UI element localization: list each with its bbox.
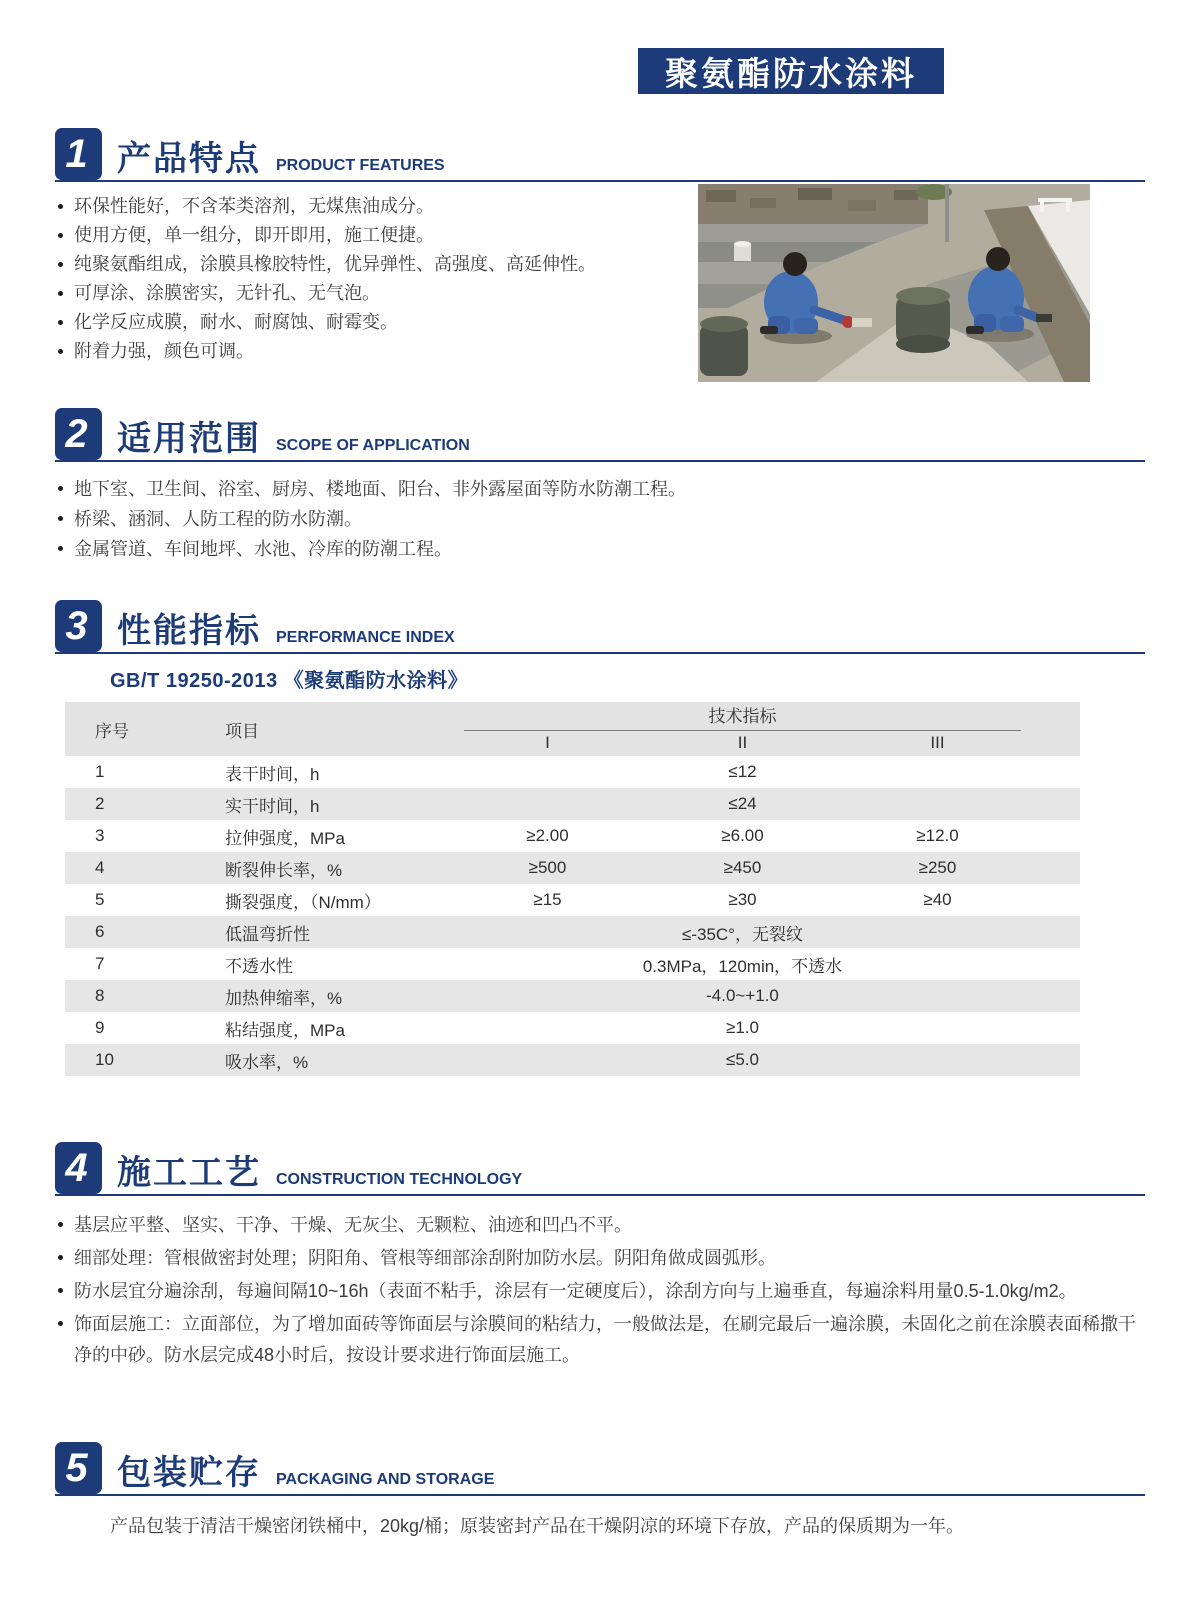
table-row: [65, 884, 1080, 916]
row-item: 不透水性: [225, 956, 293, 976]
tech-col-label: III: [930, 732, 945, 752]
section-performance: [55, 596, 1145, 1076]
section-title-en: PRODUCT FEATURES: [276, 157, 445, 174]
table-row: [65, 852, 1080, 884]
row-values: [450, 826, 1035, 846]
row-no: 9: [95, 1018, 105, 1037]
row-item: 粘结强度，MPa: [225, 1020, 345, 1040]
row-item: 断裂伸长率，%: [225, 860, 343, 880]
construction-bullet: 防水层宜分遍涂刮，每遍间隔10~16h（表面不粘手，涂层有一定硬度后），涂刮方向与上遍垂直，每遍涂料用量0.5-1.0kg/m2。: [55, 1276, 1145, 1307]
section-title-en: PACKAGING AND STORAGE: [276, 1471, 495, 1488]
row-no: 7: [95, 954, 105, 973]
row-item: 低温弯折性: [225, 924, 310, 944]
tech-col-label: II: [737, 732, 748, 752]
table-row: [65, 916, 1080, 948]
feature-bullet: 化学反应成膜，耐水、耐腐蚀、耐霉变。: [55, 308, 680, 337]
section-title-cn: 包装贮存: [117, 1454, 261, 1492]
table-col-tech: 技术指标: [708, 706, 777, 726]
section-header: [55, 1138, 1145, 1196]
table-col-tech-group: [450, 702, 1035, 756]
tech-subcolumns: [450, 731, 1035, 755]
row-value: ≥6.00: [721, 826, 764, 845]
section-header: [55, 596, 1145, 654]
scope-bullet-list: [55, 474, 1145, 564]
row-value: ≥40: [923, 890, 952, 909]
table-row: [65, 756, 1080, 788]
tech-col-label: I: [545, 732, 550, 752]
section-number-badge: 5: [55, 1442, 102, 1494]
row-item: 拉伸强度，MPa: [225, 828, 345, 848]
section-construction: [55, 1138, 1145, 1373]
row-values: [450, 890, 1035, 910]
row-no: 8: [95, 986, 105, 1005]
row-no: 1: [95, 762, 105, 781]
scope-bullet: 金属管道、车间地坪、水池、冷库的防潮工程。: [55, 534, 1145, 564]
table-row: [65, 788, 1080, 820]
row-value: ≥15: [533, 890, 562, 909]
row-value: ≥450: [723, 858, 762, 877]
row-no: 4: [95, 858, 105, 877]
section-packaging: [55, 1438, 1145, 1540]
row-item: 吸水率，%: [225, 1052, 309, 1072]
page-title: 聚氨酯防水涂料: [638, 48, 944, 94]
construction-bullet-list: [55, 1210, 1145, 1371]
section-title-en: CONSTRUCTION TECHNOLOGY: [276, 1171, 523, 1188]
packaging-text: 产品包装于清洁干燥密闭铁桶中，20kg/桶；原装密封产品在干燥阴凉的环境下存放，产品的保质期为一年。: [110, 1516, 965, 1536]
feature-bullet: 附着力强，颜色可调。: [55, 337, 680, 366]
scope-bullet: 桥梁、涵洞、人防工程的防水防潮。: [55, 504, 1145, 534]
row-item: 加热伸缩率，%: [225, 988, 343, 1008]
section-title-en: SCOPE OF APPLICATION: [276, 437, 470, 454]
section-title-cn: 性能指标: [117, 612, 261, 650]
row-value-span: ≤24: [728, 794, 757, 813]
feature-bullet: 环保性能好，不含苯类溶剂，无煤焦油成分。: [55, 192, 680, 221]
table-row: [65, 948, 1080, 980]
row-value-span: 0.3MPa，120min，不透水: [642, 956, 843, 976]
standard-label: GB/T 19250-2013 《聚氨酯防水涂料》: [110, 670, 469, 692]
section-title-en: PERFORMANCE INDEX: [276, 629, 455, 646]
feature-bullet: 纯聚氨酯组成，涂膜具橡胶特性，优异弹性、高强度、高延伸性。: [55, 250, 680, 279]
construction-bullet: 饰面层施工：立面部位，为了增加面砖等饰面层与涂膜间的粘结力，一般做法是，在刷完最后一遍涂膜，未固化之前在涂膜表面稀撒干净的中砂。防水层完成48小时后，按设计要求进行饰面层施工。: [55, 1309, 1145, 1371]
row-values: [450, 858, 1035, 878]
section-scope: [55, 404, 1145, 564]
row-value-span: ≥1.0: [726, 1018, 759, 1037]
row-value: ≥250: [918, 858, 957, 877]
table-col-no: 序号: [95, 721, 129, 741]
row-value-span: -4.0~+1.0: [706, 986, 779, 1005]
feature-bullet: 使用方便，单一组分，即开即用，施工便捷。: [55, 221, 680, 250]
row-no: 6: [95, 922, 105, 941]
table-col-item: 项目: [225, 721, 259, 741]
performance-table: [65, 702, 1080, 1076]
row-value-span: ≤-35C°，无裂纹: [682, 924, 803, 944]
row-no: 5: [95, 890, 105, 909]
table-body: [65, 756, 1080, 1076]
row-no: 2: [95, 794, 105, 813]
section-title-cn: 适用范围: [117, 420, 261, 458]
product-photo: [698, 184, 1090, 382]
row-no: 3: [95, 826, 105, 845]
scope-bullet: 地下室、卫生间、浴室、厨房、楼地面、阳台、非外露屋面等防水防潮工程。: [55, 474, 1145, 504]
row-item: 实干时间，h: [225, 796, 320, 816]
features-bullet-list: [55, 192, 680, 366]
section-title-cn: 施工工艺: [117, 1154, 261, 1192]
row-item: 表干时间，h: [225, 764, 320, 784]
table-row: [65, 820, 1080, 852]
construction-bullet: 基层应平整、坚实、干净、干燥、无灰尘、无颗粒、油迹和凹凸不平。: [55, 1210, 1145, 1241]
rooftop-workers-illustration: [698, 184, 1090, 382]
row-no: 10: [95, 1050, 114, 1069]
row-value: ≥12.0: [916, 826, 959, 845]
table-row: [65, 1012, 1080, 1044]
section-number-badge: 2: [55, 408, 102, 460]
table-row: [65, 1044, 1080, 1076]
row-value: ≥500: [528, 858, 567, 877]
feature-bullet: 可厚涂、涂膜密实，无针孔、无气泡。: [55, 279, 680, 308]
row-value: ≥30: [728, 890, 757, 909]
section-number-badge: 4: [55, 1142, 102, 1194]
row-value: ≥2.00: [526, 826, 569, 845]
table-header: [65, 702, 1080, 756]
table-row: [65, 980, 1080, 1012]
row-item: 撕裂强度，（N/mm）: [225, 892, 381, 912]
section-number-badge: 1: [55, 128, 102, 180]
section-title-cn: 产品特点: [117, 140, 261, 178]
row-value-span: ≤5.0: [726, 1050, 759, 1069]
section-header: [55, 404, 1145, 462]
construction-bullet: 细部处理：管根做密封处理；阴阳角、管根等细部涂刮附加防水层。阴阳角做成圆弧形。: [55, 1243, 1145, 1274]
section-number-badge: 3: [55, 600, 102, 652]
section-header: [55, 1438, 1145, 1496]
row-value-span: ≤12: [728, 762, 757, 781]
section-header: [55, 124, 1145, 182]
